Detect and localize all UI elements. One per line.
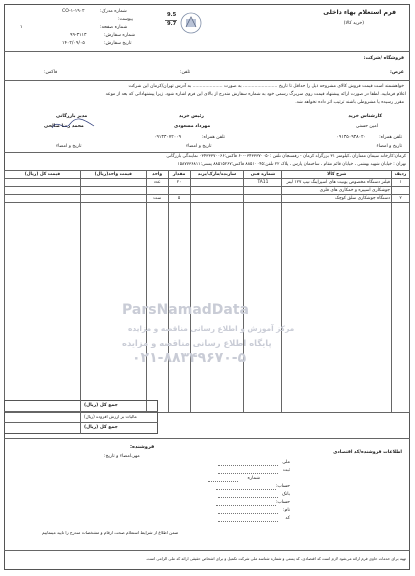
- table-row: [5, 187, 410, 195]
- form-code-top: 9.5: [167, 12, 177, 18]
- col-row-no: ردیف: [392, 171, 410, 179]
- address-tehran: تهران : خیابان شهید بهشتی ، خیابان قائم مقام ، ساختمان پارس ، پلاک ۲۲ تلفن:۸۸۵۱۰۰۴۵ فاکس:۸۸۵۱۵۲۶۷ پستی:۱۵۸۷۷۳۶۸۱۱: [177, 162, 406, 167]
- form-subtitle: (خرید کالا): [343, 21, 364, 26]
- cell: ۵: [168, 195, 190, 203]
- head-sign-date: تاریخ و امضاء: [186, 144, 212, 149]
- cell[interactable]: [80, 187, 146, 195]
- cell: [244, 187, 282, 195]
- request-no-label: شماره مدرک:: [100, 9, 127, 14]
- tax-label: مالیات بر ارزش افزوده (ریال): [84, 414, 137, 419]
- manager-sign-date: تاریخ و امضاء: [56, 144, 82, 149]
- table-header-row: [5, 171, 410, 179]
- commercial-manager-name: محمد رضا صالحی: [44, 124, 84, 129]
- vendor-tel-label: تلفن:: [180, 70, 191, 75]
- request-text-1: خواهشمند است قیمت فروش کالای مشروحه ذیل را حداقل تا تاریخ ........................ به صورت ..................... به آدرس تهران/کرمان این شرکت: [128, 84, 404, 89]
- vendor-field-5: بانک: [281, 492, 290, 497]
- sum-label: جمع کل (ریال): [84, 403, 118, 408]
- vendor-field-6: حساب:: [275, 500, 290, 505]
- attachment-label: پیوست:: [118, 17, 133, 22]
- company-logo: [180, 12, 202, 34]
- cell[interactable]: [80, 179, 146, 187]
- signature-scribble: [50, 116, 96, 134]
- page-no-label: شماره صفحه:: [100, 25, 128, 30]
- col-description: شرح کالا: [282, 171, 392, 179]
- table-row: [5, 195, 410, 203]
- vendor-field-4: حساب:: [275, 484, 290, 489]
- purchase-expert-name: امین حسنی: [355, 124, 378, 129]
- order-no-value: ۹۹-۳۱۱۳: [70, 33, 87, 38]
- grand-total-label: جمع کل (ریال): [84, 425, 118, 430]
- purchase-head-name: مهرداد مسعودی: [174, 124, 211, 129]
- cell: فیلتر دستگاه مخصوص یونیت های اسپراینگ تیپ ۱۲۷ لیتر: [282, 179, 392, 187]
- cell: ۲۰: [168, 179, 190, 187]
- cell[interactable]: [5, 203, 81, 413]
- cell: ۲: [392, 195, 410, 203]
- cell[interactable]: [80, 195, 146, 203]
- watermark-line-1: مرکز آموزش و اطلاع رسانی مناقصه و مزایده: [128, 324, 295, 333]
- economic-code-label: اطلاعات فروشنده/کد اقتصادی: [333, 450, 402, 455]
- inquiry-form-page: [4, 4, 410, 570]
- cell[interactable]: [5, 187, 81, 195]
- store-label: فروشگاه /شرکت:: [363, 56, 404, 61]
- cell: TA11: [244, 179, 282, 187]
- vendor-label: فروشنده:: [130, 444, 155, 450]
- cell[interactable]: [5, 195, 81, 203]
- order-no-label: شماره سفارش:: [104, 33, 135, 38]
- cell[interactable]: [5, 179, 81, 187]
- vendor-field-1: ملی: [282, 460, 290, 465]
- request-no-value: CO-۱-۱۹۰۲: [62, 9, 85, 14]
- vendor-field-7: نام:: [282, 508, 290, 513]
- cell: [168, 187, 190, 195]
- head-tel-label: تلفن همراه:: [202, 135, 225, 140]
- cell: [190, 195, 244, 203]
- cell: ۱: [392, 179, 410, 187]
- col-qty: مقدار: [168, 171, 190, 179]
- col-brand: سازنده/مارک/برند: [190, 171, 244, 179]
- vendor-fax-label: فاکس:: [44, 70, 58, 75]
- bottom-note: تهیه برای خدمات حاوی فرم ارائه می‌شود لازم است کد اقتصادی، کد پستی و شماره شناسه ملی شرکت تکمیل و برای اشخاص حقیقی ارائه کد ملی الزامی است.: [145, 556, 406, 561]
- order-date-label: تاریخ سفارش:: [104, 41, 132, 46]
- request-text-3: مقرر رسیده یا مشروطی باشند ترتیب اثر داده نخواهد شد.: [295, 100, 404, 105]
- cell: [146, 187, 168, 195]
- table-row: [5, 179, 410, 187]
- address-kerman: کرمان:کارخانه سیمان ممتازان ،کیلومتر ۳۱ بزرگراه کرمان - رفسنجان تلفن :۰۳۴۳۳۳۷۰۰۵۰-۶۰ فاکس:۰۳۴۳۳۳۷۰۰۶۶ نمایندگی بازرگانی: [166, 154, 406, 159]
- commercial-manager-label: مدیر بازرگانی: [56, 114, 88, 119]
- col-unit-price: قیمت واحد(ریال): [80, 171, 146, 179]
- vendor-field-3: شماره: [247, 476, 260, 481]
- items-table: [4, 170, 410, 413]
- cell: [244, 195, 282, 203]
- purchase-expert-label: کارشناس خرید: [348, 114, 382, 119]
- expert-tel-value: ۰۹۱۳۵۰۹۳۸۰۲۰: [336, 135, 366, 140]
- confirmation-notice: ضمن اطلاع از شرایط استعلام صحت ارقام و مشخصات مندرج را تایید مینماییم: [42, 530, 179, 535]
- watermark-phone: ۰۲۱-۸۸۳۴۹۶۷۰-۵: [132, 350, 247, 366]
- purchase-head-label: رئیس خرید: [179, 114, 204, 119]
- watermark-line-2: پایگاه اطلاع رسانی مناقصه و مزایده: [122, 338, 272, 348]
- expert-sign-date: تاریخ و امضاء: [376, 144, 402, 149]
- cell: [244, 203, 282, 413]
- cell: عدد: [146, 179, 168, 187]
- cell: [190, 179, 244, 187]
- vendor-field-2: ثبت: [282, 468, 290, 473]
- vendor-field-8: کد: [285, 516, 290, 521]
- cell: [392, 203, 410, 413]
- head-tel-value: ۰۹۱۳۳۰۷۲۰۰۹: [154, 135, 182, 140]
- cell: [190, 187, 244, 195]
- form-title: فرم استعلام بهاء داخلی: [323, 9, 396, 16]
- cell: جوشکاری اسپیره و خمکاری های فلزی: [282, 187, 392, 195]
- attention-label: غرض:: [389, 70, 404, 75]
- col-unit: واحد: [146, 171, 168, 179]
- col-part-no: شماره فنی: [244, 171, 282, 179]
- cell: [282, 203, 392, 413]
- order-date-value: ۱۴۰۲/۰۹/۰۵: [62, 41, 85, 46]
- watermark-brand: ParsNamadData: [122, 302, 249, 318]
- cell: ست: [146, 195, 168, 203]
- request-text-2: اعلام فرمایید. لطفا در صورت ارائه پیشنهاد قیمت روی سربرگ رسمی خود به شماره سفارش مندرج از بالای این فرم اشاره شود. زیرا پیشنهاداتی که بعد از موعد: [105, 92, 406, 97]
- page-no-value: ۱: [20, 25, 23, 30]
- form-code-bottom: 9.7: [167, 21, 177, 27]
- stamp-label: مهر،امضاء و تاریخ:: [104, 454, 140, 459]
- cell: دستگاه جوشکاری سلق کوچک: [282, 195, 392, 203]
- expert-tel-label: تلفن همراه:: [379, 135, 402, 140]
- cell: [392, 187, 410, 195]
- col-total-price: قیمت کل (ریال): [5, 171, 81, 179]
